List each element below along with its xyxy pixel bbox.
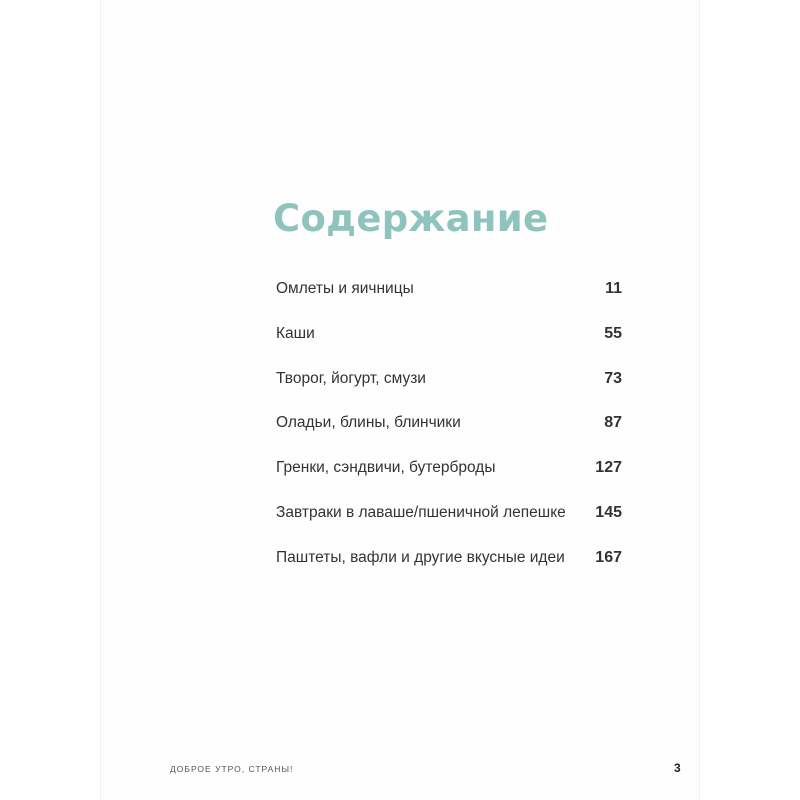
toc-entry: [276, 280, 622, 325]
toc-entry-label: Паштеты, вафли и другие вкусные идеи: [276, 548, 565, 566]
toc-entry-page: 55: [604, 324, 622, 342]
toc-entry: [276, 504, 622, 549]
toc-entry: [276, 414, 622, 459]
toc-entry-page: 73: [604, 369, 622, 387]
running-title: ДОБРОЕ УТРО, СТРАНЫ!: [170, 764, 294, 774]
toc-entry-page: 127: [595, 459, 622, 477]
toc-entry-label: Каши: [276, 324, 315, 342]
toc-entry: [276, 325, 622, 370]
toc-entry-label: Омлеты и яичницы: [276, 280, 414, 297]
table-of-contents: [276, 280, 622, 594]
page-title: Содержание: [273, 197, 549, 240]
page-number: 3: [674, 761, 681, 775]
toc-entry-page: 167: [595, 548, 622, 566]
toc-entry-label: Завтраки в лаваше/пшеничной лепешке: [276, 503, 566, 521]
toc-entry-page: 11: [605, 280, 622, 297]
toc-entry-label: Творог, йогурт, смузи: [276, 369, 426, 387]
toc-entry: [276, 370, 622, 415]
toc-entry-label: Гренки, сэндвичи, бутерброды: [276, 459, 496, 477]
toc-entry: [276, 459, 622, 504]
toc-entry-page: 145: [595, 503, 622, 521]
toc-entry: [276, 549, 622, 594]
toc-entry-page: 87: [604, 414, 622, 432]
toc-entry-label: Оладьи, блины, блинчики: [276, 414, 461, 432]
